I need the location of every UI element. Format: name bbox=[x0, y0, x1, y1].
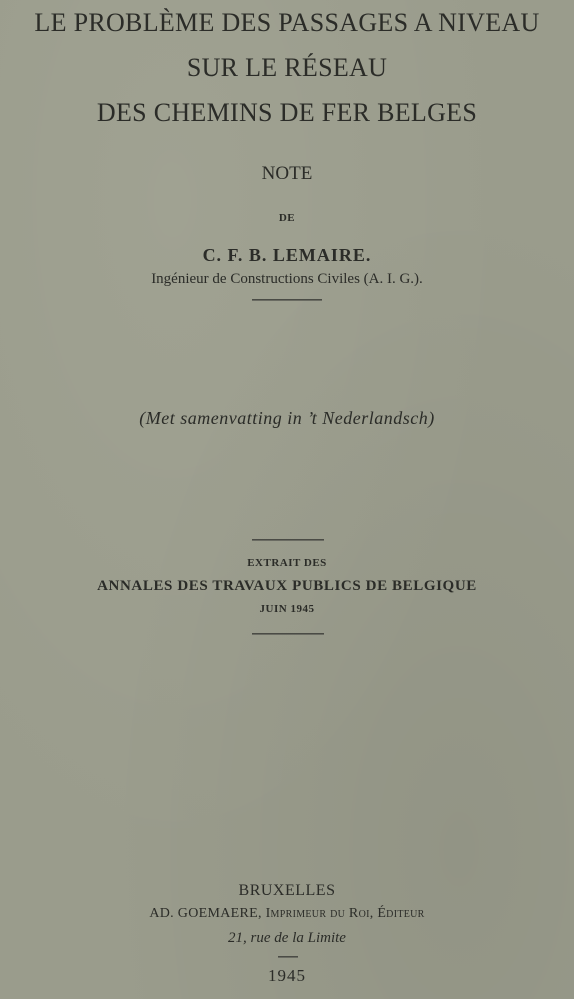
publisher-title: Imprimeur du Roi, Éditeur bbox=[265, 906, 425, 921]
author-name: C. F. B. LEMAIRE. bbox=[202, 245, 372, 265]
title-line-1: LE PROBLÈME DES PASSAGES A NIVEAU bbox=[34, 8, 540, 37]
divider-rule bbox=[252, 539, 324, 541]
dutch-summary-note: (Met samenvatting in ’t Nederlandsch) bbox=[139, 408, 435, 428]
imprint-year: 1945 bbox=[268, 966, 306, 985]
divider-rule bbox=[252, 299, 322, 301]
extract-label: EXTRAIT DES bbox=[247, 557, 327, 569]
imprint-address: 21, rue de la Limite bbox=[228, 930, 346, 946]
de-label: DE bbox=[278, 212, 296, 224]
title-line-3: DES CHEMINS DE FER BELGES bbox=[96, 98, 478, 127]
note-label: NOTE bbox=[261, 163, 313, 184]
imprint-city: BRUXELLES bbox=[238, 882, 336, 899]
title-line-2: SUR LE RÉSEAU bbox=[186, 53, 388, 82]
divider-rule bbox=[252, 633, 324, 635]
divider-rule bbox=[278, 956, 298, 958]
imprint-publisher bbox=[0, 906, 574, 922]
publication-date: JUIN 1945 bbox=[259, 603, 315, 615]
author-role: Ingénieur de Constructions Civiles (A. I. G.). bbox=[151, 271, 423, 287]
publication-title: ANNALES DES TRAVAUX PUBLICS DE BELGIQUE bbox=[97, 578, 477, 594]
publisher-name: AD. GOEMAERE, bbox=[149, 906, 262, 921]
